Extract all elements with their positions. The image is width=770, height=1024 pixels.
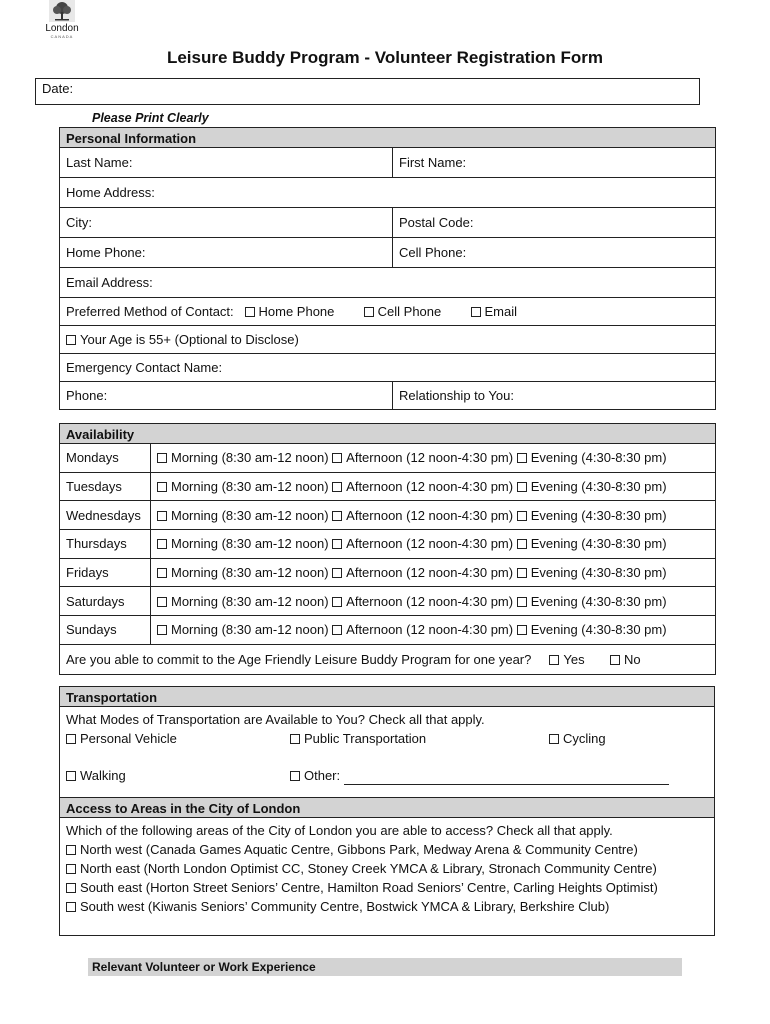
checkbox-icon[interactable] [549, 734, 559, 744]
home-phone-field[interactable] [60, 238, 393, 268]
availability-day-row [60, 444, 716, 473]
logo-subtext: CANADA [50, 34, 74, 39]
other-input-line[interactable] [344, 773, 669, 785]
time-slot-options [151, 558, 716, 587]
emergency-contact-label: Emergency Contact Name: [66, 360, 223, 375]
area-option[interactable] [66, 897, 708, 916]
age-55-plus-option[interactable] [60, 326, 716, 354]
last-name-field[interactable] [60, 148, 393, 178]
option-label: Other: [304, 768, 341, 783]
time-slot-label: Morning (8:30 am-12 noon) [171, 536, 329, 552]
time-slot-option[interactable] [517, 594, 667, 609]
page-title: Leisure Buddy Program - Volunteer Registration Form [166, 48, 604, 67]
last-name-label: Last Name: [66, 155, 133, 170]
time-slot-option[interactable] [157, 479, 329, 494]
personal-vehicle-option[interactable] [66, 729, 290, 748]
checkbox-icon[interactable] [364, 307, 374, 317]
checkbox-icon[interactable] [517, 511, 527, 521]
time-slot-option[interactable] [517, 565, 667, 580]
time-slot-label: Afternoon (12 noon-4:30 pm) [346, 622, 514, 638]
time-slot-label: Evening (4:30-8:30 pm) [530, 536, 667, 552]
time-slot-option[interactable] [157, 594, 329, 609]
time-slot-option[interactable] [157, 565, 329, 580]
area-option[interactable] [66, 878, 708, 897]
commit-no-option[interactable] [610, 652, 641, 667]
option-label: Home Phone [258, 304, 335, 319]
time-slot-label: Morning (8:30 am-12 noon) [171, 565, 329, 581]
time-slot-label: Evening (4:30-8:30 pm) [530, 565, 667, 581]
checkbox-icon[interactable] [471, 307, 481, 317]
time-slot-label: Afternoon (12 noon-4:30 pm) [346, 507, 514, 523]
time-slot-option[interactable] [517, 450, 667, 465]
availability-day-row [60, 530, 716, 559]
walking-option[interactable] [66, 766, 290, 785]
checkbox-icon[interactable] [157, 511, 167, 521]
commit-yes-option[interactable] [549, 652, 584, 667]
availability-day-row [60, 558, 716, 587]
time-slot-options [151, 587, 716, 616]
checkbox-icon[interactable] [517, 625, 527, 635]
checkbox-icon[interactable] [332, 625, 342, 635]
checkbox-icon[interactable] [517, 482, 527, 492]
time-slot-option[interactable] [157, 536, 329, 551]
print-clearly-note: Please Print Clearly [92, 111, 209, 125]
home-address-field[interactable] [60, 178, 716, 208]
time-slot-label: Evening (4:30-8:30 pm) [530, 507, 667, 523]
time-slot-label: Afternoon (12 noon-4:30 pm) [346, 479, 514, 495]
logo-wordmark: London [45, 23, 79, 34]
postal-code-label: Postal Code: [399, 215, 474, 230]
checkbox-icon[interactable] [517, 597, 527, 607]
option-label: Yes [563, 651, 585, 667]
email-field[interactable] [60, 268, 716, 298]
emergency-phone-label: Phone: [66, 388, 108, 403]
date-label: Date: [42, 81, 74, 96]
time-slot-label: Evening (4:30-8:30 pm) [530, 593, 667, 609]
other-option[interactable] [290, 766, 669, 785]
checkbox-icon[interactable] [66, 335, 76, 345]
first-name-label: First Name: [399, 155, 467, 170]
option-label: No [623, 651, 641, 667]
home-address-label: Home Address: [66, 185, 155, 200]
tree-icon [49, 0, 75, 22]
checkbox-icon[interactable] [517, 539, 527, 549]
time-slot-option[interactable] [332, 508, 513, 523]
emergency-contact-name-field[interactable] [60, 354, 716, 382]
area-option[interactable] [66, 840, 708, 859]
relationship-field[interactable] [393, 382, 716, 410]
day-label: Saturdays [60, 587, 151, 616]
day-label: Wednesdays [60, 501, 151, 530]
transportation-options [60, 707, 715, 801]
contact-home-phone-option[interactable] [245, 304, 335, 319]
cycling-option[interactable] [549, 729, 606, 748]
experience-header: Relevant Volunteer or Work Experience [88, 958, 682, 976]
time-slot-label: Morning (8:30 am-12 noon) [171, 507, 329, 523]
transportation-section [59, 686, 715, 801]
time-slot-label: Afternoon (12 noon-4:30 pm) [346, 536, 514, 552]
option-label: Cell Phone [377, 304, 442, 319]
time-slot-label: Evening (4:30-8:30 pm) [530, 450, 667, 466]
transportation-question: What Modes of Transportation are Available to You? Check all that apply. [66, 712, 485, 727]
availability-day-row [60, 587, 716, 616]
checkbox-icon[interactable] [245, 307, 255, 317]
access-areas-header: Access to Areas in the City of London [60, 798, 715, 818]
checkbox-icon[interactable] [157, 625, 167, 635]
time-slot-option[interactable] [517, 622, 667, 637]
city-label: City: [66, 215, 92, 230]
city-of-london-logo [40, 0, 84, 40]
time-slot-option[interactable] [157, 508, 329, 523]
day-label: Mondays [60, 444, 151, 473]
area-option[interactable] [66, 859, 708, 878]
commitment-question: Are you able to commit to the Age Friendly Leisure Buddy Program for one year? [66, 651, 532, 667]
time-slot-label: Afternoon (12 noon-4:30 pm) [346, 593, 514, 609]
commitment-row [60, 644, 716, 674]
time-slot-options [151, 444, 716, 473]
time-slot-label: Morning (8:30 am-12 noon) [171, 479, 329, 495]
access-question: Which of the following areas of the City of London you are able to access? Check all that apply. [66, 823, 613, 838]
checkbox-icon[interactable] [66, 883, 76, 893]
checkbox-icon[interactable] [290, 734, 300, 744]
time-slot-label: Morning (8:30 am-12 noon) [171, 622, 329, 638]
checkbox-icon[interactable] [332, 482, 342, 492]
relationship-label: Relationship to You: [399, 388, 514, 403]
preferred-contact-label: Preferred Method of Contact: [66, 304, 234, 319]
time-slot-options [151, 472, 716, 501]
checkbox-icon[interactable] [66, 902, 76, 912]
option-label: Personal Vehicle [80, 731, 177, 746]
day-label: Thursdays [60, 530, 151, 559]
availability-header: Availability [60, 424, 716, 444]
home-phone-label: Home Phone: [66, 245, 146, 260]
checkbox-icon[interactable] [66, 845, 76, 855]
checkbox-icon[interactable] [157, 539, 167, 549]
age-option-label: Your Age is 55+ (Optional to Disclose) [80, 332, 299, 347]
checkbox-icon[interactable] [332, 597, 342, 607]
transportation-header: Transportation [60, 687, 715, 707]
checkbox-icon[interactable] [332, 453, 342, 463]
postal-code-field[interactable] [393, 208, 716, 238]
time-slot-option[interactable] [332, 594, 513, 609]
option-label: Email [484, 304, 518, 319]
checkbox-icon[interactable] [332, 539, 342, 549]
day-label: Tuesdays [60, 472, 151, 501]
cell-phone-label: Cell Phone: [399, 245, 467, 260]
time-slot-options [151, 616, 716, 645]
time-slot-options [151, 501, 716, 530]
checkbox-icon[interactable] [290, 771, 300, 781]
time-slot-option[interactable] [517, 508, 667, 523]
availability-day-row [60, 501, 716, 530]
checkbox-icon[interactable] [332, 568, 342, 578]
time-slot-option[interactable] [517, 479, 667, 494]
day-label: Fridays [60, 558, 151, 587]
checkbox-icon[interactable] [332, 511, 342, 521]
access-areas-options [60, 818, 715, 936]
availability-section [59, 423, 716, 675]
time-slot-option[interactable] [332, 479, 513, 494]
availability-day-row [60, 616, 716, 645]
time-slot-label: Morning (8:30 am-12 noon) [171, 593, 329, 609]
preferred-contact-row [60, 298, 716, 326]
time-slot-option[interactable] [332, 450, 513, 465]
checkbox-icon[interactable] [549, 655, 559, 665]
area-label: South east (Horton Street Seniors’ Centre, Hamilton Road Seniors’ Centre, Carling Heights Optimist) [80, 880, 658, 895]
time-slot-option[interactable] [332, 622, 513, 637]
contact-email-option[interactable] [471, 304, 518, 319]
time-slot-label: Morning (8:30 am-12 noon) [171, 450, 329, 466]
checkbox-icon[interactable] [66, 771, 76, 781]
option-label: Walking [80, 768, 126, 783]
emergency-phone-field[interactable] [60, 382, 393, 410]
day-label: Sundays [60, 616, 151, 645]
time-slot-label: Evening (4:30-8:30 pm) [530, 622, 667, 638]
time-slot-option[interactable] [157, 450, 329, 465]
time-slot-option[interactable] [517, 536, 667, 551]
checkbox-icon[interactable] [66, 734, 76, 744]
option-label: Cycling [563, 731, 606, 746]
time-slot-option[interactable] [332, 565, 513, 580]
area-label: North east (North London Optimist CC, Stoney Creek YMCA & Library, Stronach Community Centre) [80, 861, 657, 876]
cell-phone-field[interactable] [393, 238, 716, 268]
city-field[interactable] [60, 208, 393, 238]
time-slot-label: Evening (4:30-8:30 pm) [530, 479, 667, 495]
personal-info-header: Personal Information [60, 128, 716, 148]
time-slot-label: Afternoon (12 noon-4:30 pm) [346, 565, 514, 581]
option-label: Public Transportation [304, 731, 427, 746]
time-slot-options [151, 530, 716, 559]
checkbox-icon[interactable] [517, 453, 527, 463]
area-label: North west (Canada Games Aquatic Centre, Gibbons Park, Medway Arena & Community Centre) [80, 842, 638, 857]
email-label: Email Address: [66, 275, 153, 290]
time-slot-option[interactable] [157, 622, 329, 637]
contact-cell-phone-option[interactable] [364, 304, 442, 319]
checkbox-icon[interactable] [157, 453, 167, 463]
checkbox-icon[interactable] [66, 864, 76, 874]
public-transportation-option[interactable] [290, 729, 549, 748]
availability-day-row [60, 472, 716, 501]
checkbox-icon[interactable] [157, 568, 167, 578]
time-slot-option[interactable] [332, 536, 513, 551]
area-label: South west (Kiwanis Seniors’ Community Centre, Bostwick YMCA & Library, Berkshire Club) [80, 899, 610, 914]
access-areas-section [59, 797, 715, 936]
checkbox-icon[interactable] [157, 597, 167, 607]
time-slot-label: Afternoon (12 noon-4:30 pm) [346, 450, 514, 466]
checkbox-icon[interactable] [517, 568, 527, 578]
first-name-field[interactable] [393, 148, 716, 178]
checkbox-icon[interactable] [157, 482, 167, 492]
personal-information-section [59, 127, 716, 410]
date-field[interactable] [35, 78, 700, 105]
checkbox-icon[interactable] [610, 655, 620, 665]
